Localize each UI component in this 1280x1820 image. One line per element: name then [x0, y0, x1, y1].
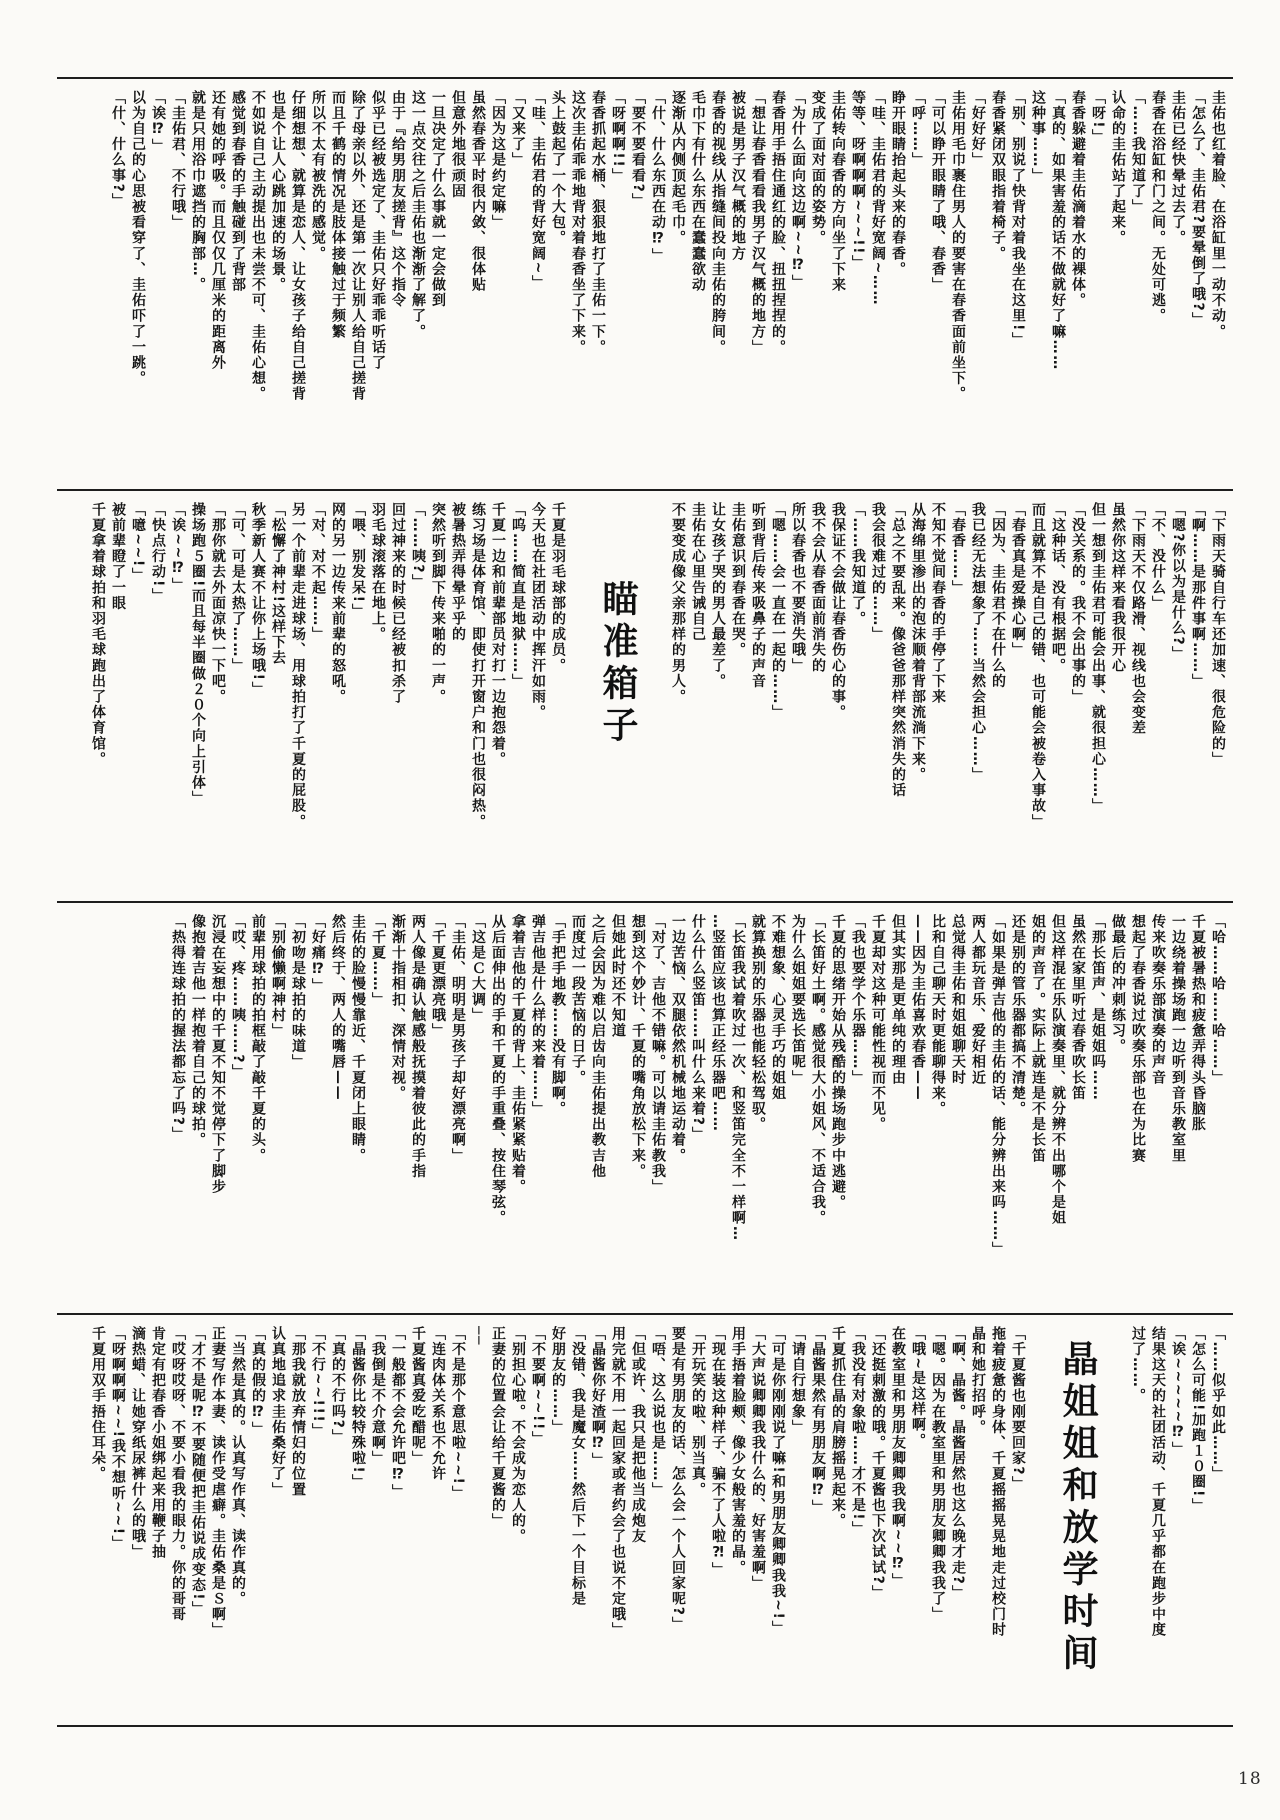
text-line: 除了母亲以外、还是第一次让别人给自己搓背 [350, 90, 366, 402]
text-line: 认真地追求圭佑桑好了」 [270, 1326, 286, 1498]
text-line: …竖笛应该也算正经乐器吧…… [710, 914, 726, 1133]
text-line: 千夏是羽毛球部的成员。 [550, 502, 566, 674]
text-line: 头上鼓起了一个大包。 [550, 90, 566, 246]
text-line: 像抱着吉他一样抱着自己的球拍。 [190, 914, 206, 1148]
text-line: 由于『给男朋友搓背』这个指令 [390, 90, 406, 309]
text-line: 「嗯?你以为是什么?」 [1170, 502, 1186, 662]
text-line: 所以春香也不要消失哦」 [790, 502, 806, 674]
text-line: 「不、没什么」 [1150, 502, 1166, 612]
text-line: 还是别的管乐器都搞不清楚。 [1010, 914, 1026, 1117]
text-line: 「喂、别发呆!」 [350, 502, 366, 620]
text-line: 被前辈瞪了一眼 [110, 502, 126, 612]
text-line: 「开玩笑的啦、别当真。 [690, 1326, 706, 1498]
text-line: 被暑热弄得晕乎乎的 [450, 502, 466, 643]
text-line: 一边绕着操场跑一边听到音乐教室里 [1170, 914, 1186, 1164]
text-line: 做最后的冲刺练习。 [1110, 914, 1126, 1055]
text-line: 这一点交往之后圭佑也渐渐了解了。 [410, 90, 426, 340]
text-line: 圭佑在心里告诫自己 [690, 502, 706, 643]
text-line: 「还挺刺激的哦。千夏酱也下次试试?」 [870, 1326, 886, 1601]
text-line: 「手把手地教……没有脚啊。 [550, 914, 566, 1117]
text-line: 「对、对不起……」 [310, 502, 326, 643]
text-line: 也是个让人心跳加速的场景。 [270, 90, 286, 293]
text-line: 「晶酱你比较特殊啦!」 [350, 1326, 366, 1490]
text-line: 「……我知道了」 [1130, 90, 1146, 215]
text-line: 「真的假的⁉」 [250, 1326, 266, 1438]
text-line: 「别偷懒啊神村」 [270, 914, 286, 1039]
text-line: 「现在装这种样子、骗不了人啦⁈」 [710, 1326, 726, 1578]
text-line: 一旦决定了什么事就一定会做到 [430, 90, 446, 309]
text-line: 「啊、晶酱。晶酱居然也这么晚才走?」 [950, 1326, 966, 1601]
text-line: 春香躲避着圭佑滴着水的裸体。 [1070, 90, 1086, 309]
text-line: 千夏用双手捂住耳朵。 [90, 1326, 106, 1482]
text-line: 「噫~~!」 [130, 502, 146, 584]
text-line: 「但或许、我只是把他当成炮友 [630, 1326, 646, 1545]
text-line: 什么什么竖笛……叫什么来着?」 [690, 914, 706, 1143]
text-line: 「圭佑君、不行哦」 [170, 90, 186, 231]
text-line: 「下雨天不仅路滑、视线也会变差 [1130, 502, 1146, 736]
text-line: 「呀啊啊啊~~!我不想听~~!」 [110, 1326, 126, 1552]
text-line: 正妻的位置会让给千夏酱的」 [490, 1326, 506, 1529]
text-line: 从后面伸出的手和千夏的手重叠、按住琴弦。 [490, 914, 506, 1226]
text-line: 「诶~~⁉」 [170, 502, 186, 594]
text-line: 而度过一段苦恼的日子。 [570, 914, 586, 1086]
text-line: 但意外地很顽固 [450, 90, 466, 200]
text-line: 一边苦恼、双腿依然机械地运动着。 [670, 914, 686, 1164]
text-line: 「千夏更漂亮哦」 [430, 914, 446, 1039]
text-line: 「当然是真的。认真写作真、读作真的。 [230, 1326, 246, 1607]
text-line: 圭佑意识到春香在哭。 [730, 502, 746, 658]
text-line: 「真的不行吗?」 [330, 1326, 346, 1445]
text-line: 「大声说卿卿我我什么的、好害羞啊」 [750, 1326, 766, 1592]
text-line: 不难想象、心灵手巧的姐姐 [770, 914, 786, 1102]
text-line: 今天也在社团活动中挥汗如雨。 [530, 502, 546, 721]
text-line: 我不会从春香面前消失的 [810, 502, 826, 674]
text-line: 听到背后传来吸鼻子的声音 [750, 502, 766, 690]
separator-rule-1 [57, 489, 1233, 491]
text-line: 「我倒是不介意啊」 [370, 1326, 386, 1467]
text-line: 「松懈了神村!这样下去 [270, 502, 286, 666]
text-line: 「诶~~~~~⁉」 [1170, 1326, 1186, 1458]
text-line: 渐渐十指相扣、深情对视。 [390, 914, 406, 1102]
text-line: 「别、别说了快背对着我坐在这里!」 [1010, 90, 1026, 348]
text-line: 「……咦?」 [410, 502, 426, 590]
text-line: 突然听到脚下传来啪的一声。 [430, 502, 446, 705]
text-line: 前辈用球拍的拍框敲了敲千夏的头。 [250, 914, 266, 1164]
text-line: 「晶酱果然有男朋友啊⁉」 [810, 1326, 826, 1516]
text-line: 「嗯。因为在教室里和男朋友卿卿我我了」 [930, 1326, 946, 1623]
text-line: 圭佑也红着脸、在浴缸里一动不动。 [1210, 90, 1226, 340]
text-line: 「可以睁开眼睛了哦、春香」 [930, 90, 946, 293]
text-line: 我会很难过的……」 [870, 502, 886, 643]
text-line: 结果这天的社团活动、千夏几乎都在跑步中度 [1150, 1326, 1166, 1638]
text-line: 「别担心啦。不会成为恋人的。 [510, 1326, 526, 1545]
text-line: 但她此时还不知道 [610, 914, 626, 1039]
text-line: 「呜……简直是地狱……」 [510, 502, 526, 690]
separator-rule-3 [57, 1313, 1233, 1315]
text-line: 「哇、圭佑君的背好宽阔~…… [870, 90, 886, 307]
text-line: 「热得连球拍的握法都忘了吗?」 [170, 914, 186, 1143]
text-line: 「呼……」 [910, 90, 926, 168]
text-line: 春香抓起水桶、狠狠地打了圭佑一下。 [590, 90, 606, 356]
text-line: 不知不觉间春香的手停了下来 [930, 502, 946, 705]
text-line: 然后终于、两人的嘴唇—— [330, 914, 346, 1102]
page-number: 18 [1238, 1769, 1262, 1789]
text-line: 「初吻是球拍的味道」 [290, 914, 306, 1070]
text-line: 还有她的呼吸。而且仅仅几厘米的距离外 [210, 90, 226, 371]
text-line: 「啊……是那件事啊……」 [1190, 502, 1206, 690]
text-line: 而且千鹤的情况是肢体接触过于频繁 [330, 90, 346, 340]
text-line: 「真的、如果害羞的话不做就好了嘛…… [1050, 90, 1066, 371]
text-line: 总觉得圭佑和姐姐聊天时 [950, 914, 966, 1086]
text-line: 仔细想想、就算是恋人、让女孩子给自己搓背 [290, 90, 306, 402]
text-line: 「怎么可能!加跑１０圈!」 [1190, 1326, 1206, 1514]
text-line: 从海绵里渗出的泡沫顺着背部流淌下来。 [910, 502, 926, 783]
text-line: 「长笛我试着吹过一次、和竖笛完全不一样啊… [730, 914, 746, 1242]
text-line: 在教室里和男朋友卿卿我我啊~~⁉」 [890, 1326, 906, 1589]
text-line: 传来吹奏乐部演奏的声音 [1150, 914, 1166, 1086]
text-line: 「因为、圭佑君不在什么的 [990, 502, 1006, 690]
text-line: 「才不是呢⁉不要随便把圭佑说成变态!」 [190, 1326, 206, 1617]
text-line: 变成了面对面的姿势。 [810, 90, 826, 246]
text-line: 千夏却对这种可能性视而不见。 [870, 914, 886, 1133]
text-line: 拖着疲惫的身体、千夏摇摇晃晃地走过校门时 [990, 1326, 1006, 1638]
text-line: 「我也要学个乐器……」 [850, 914, 866, 1086]
text-line: 不如说自己主动提出也未尝不可、圭佑心想。 [250, 90, 266, 402]
text-line: 圭佑的脸慢慢靠近、千夏闭上眼睛。 [350, 914, 366, 1164]
text-line: 「这种话、没有根据吧。 [1050, 502, 1066, 674]
text-line: 拿着吉他的千夏的背上、圭佑紧紧贴着。 [510, 914, 526, 1195]
text-line: 晶和她打招呼。 [970, 1326, 986, 1436]
text-line: 想到这个妙计、千夏的嘴角放松下来。 [630, 914, 646, 1180]
text-line: 「如果是弹吉他的圭佑的话、能分辨出来吗……」 [990, 914, 1006, 1258]
text-line: 「哇、圭佑君的背好宽阔~」 [530, 90, 546, 291]
script-section-akira-after-school [58, 1326, 1234, 1723]
text-line: 圭佑用毛巾裹住男人的要害在春香面前坐下。 [950, 90, 966, 402]
text-line: 「对了、吉他不错嘛。可以请圭佑教我」 [650, 914, 666, 1195]
text-line: 「下雨天骑自行车还加速、很危险的」 [1210, 502, 1226, 768]
text-line: 「千夏酱也刚要回家?」 [1010, 1326, 1026, 1492]
text-line: 「我没有对象啦……才不是!」 [850, 1326, 866, 1537]
text-line: 「圭佑、明明是男孩子却好漂亮啊」 [450, 914, 466, 1164]
text-line: 羽毛球滚落在地上。 [370, 502, 386, 643]
text-line: 「连肉体关系也不允许 [430, 1326, 446, 1482]
text-line: 但一想到圭佑君可能会出事、就很担心……」 [1090, 502, 1106, 814]
text-line: 所以不太有被洗的感觉。 [310, 90, 326, 262]
text-line: 「一般都不会允许吧⁉」 [390, 1326, 406, 1500]
text-line: 「好痛⁉」 [310, 914, 326, 994]
text-line: 春香用手捂住通红的脸、扭扭捏捏的。 [770, 90, 786, 356]
text-line: 「那我就放弃情妇的位置 [290, 1326, 306, 1498]
text-line: 「唔、这么说也是……」 [650, 1326, 666, 1498]
text-line: 肯定有把春香小姐绑起来用鞭子抽 [150, 1326, 166, 1560]
text-line: 以为自己的心思被看穿了、圭佑吓了一跳。 [130, 90, 146, 387]
text-line: 让女孩子哭的男人最差了。 [710, 502, 726, 690]
text-line: 就是只用浴巾遮挡的胸部…。 [190, 90, 206, 293]
text-line: 「总之不要乱来。像爸爸那样突然消失的话 [890, 502, 906, 799]
text-line: 「没关系的。我不会出事的」 [1070, 502, 1086, 705]
text-line: 「什、什么事?」 [110, 90, 126, 209]
script-section-music-daydream [58, 914, 1234, 1311]
section-title-aim-at-the-box: 瞄准箱子 [597, 580, 639, 748]
text-line: 「为什么面向这边啊~~⁉」 [790, 90, 806, 291]
text-line: 用手捂着脸颊、像少女般害羞的晶。 [730, 1326, 746, 1576]
text-line: 千夏拿着球拍和羽毛球跑出了体育馆。 [90, 502, 106, 768]
text-line: ── [470, 1326, 486, 1347]
text-line: 网的另一边传来前辈的怒吼。 [330, 502, 346, 705]
text-line: 等等、呀啊啊啊~~~!!」 [850, 90, 866, 271]
text-line: 这次圭佑乖乖地背对着春香坐了下来。 [570, 90, 586, 356]
text-line: 回过神来的时候已经被扣杀了 [390, 502, 406, 705]
text-line: 要是有男朋友的话、怎么会一个人回家呢?」 [670, 1326, 686, 1633]
text-line: 「呀!」 [1090, 90, 1106, 145]
text-line: 操场跑５圈!而且每半圈做２０个向上引体」 [190, 502, 206, 807]
text-line: 「哎、疼……咦……?」 [230, 914, 246, 1080]
text-line: 练习场是体育馆、即使打开窗户和门也很闷热。 [470, 502, 486, 830]
text-line: 而且就算不是自己的错、也可能会被卷入事故」 [1030, 502, 1046, 830]
text-line: 「不是那个意思啦~~!」 [450, 1326, 466, 1502]
text-line: 过了……。 [1130, 1326, 1146, 1404]
text-line: 「想让春香看看我男子汉气概的地方」 [750, 90, 766, 356]
script-section-bath-scene [58, 90, 1234, 487]
text-line: 睁开眼睛抬起头来的春香。 [890, 90, 906, 278]
text-line: 圭佑已经快晕过去了。 [1170, 90, 1186, 246]
text-line: 之后会因为难以启齿向圭佑提出教吉他 [590, 914, 606, 1180]
text-line: 但这样混在乐队演奏里、就分辨不出哪个是姐 [1050, 914, 1066, 1226]
separator-rule-2 [57, 901, 1233, 903]
text-line: 「春香真是爱操心啊」 [1010, 502, 1026, 658]
text-line: 我已经无法想象了……当然会担心……」 [970, 502, 986, 783]
text-line: 另一个前辈走进球场、用球拍打了千夏的屁股。 [290, 502, 306, 830]
text-line: 「不行~~!!!」 [310, 1326, 326, 1440]
text-line: 「呀啊啊!!」 [610, 90, 626, 184]
text-line: 用完就不用一起回家或者约会了也说不定哦」 [610, 1326, 626, 1638]
text-line: 为什么姐姐要选长笛呢」 [790, 914, 806, 1086]
text-line: 千夏的思绪开始从残酷的操场跑步中逃避。 [830, 914, 846, 1211]
text-line: ——因为圭佑喜欢春香—— [910, 914, 926, 1102]
text-line: 认命的圭佑站了起来。 [1110, 90, 1126, 246]
text-line: 「那你就去外面凉快一下吧。 [210, 502, 226, 705]
text-line: 「不要啊~~!!」 [530, 1326, 546, 1447]
text-line: 「没错、我是魔女……然后下一个目标是 [570, 1326, 586, 1607]
text-line: 千夏酱真爱吃醋呢」 [410, 1326, 426, 1467]
text-line: 「嗯……会一直在一起的……」 [770, 502, 786, 721]
text-line: 但其实那是更单纯的理由 [890, 914, 906, 1086]
text-line: 两人像是确认触感般抚摸着彼此的手指 [410, 914, 426, 1180]
text-line: 弹吉他是什么样的来着……」 [530, 914, 546, 1117]
text-line: 这种事……」 [1030, 90, 1046, 184]
text-line: 虽然你这样来看我很开心 [1110, 502, 1126, 674]
text-line: 姐的声音了。实际上就连是不是长笛 [1030, 914, 1046, 1164]
text-line: 「晶酱你好渣啊⁉」 [590, 1326, 606, 1469]
text-line: 春香在浴缸和门之间。无处可逃。 [1150, 90, 1166, 324]
text-line: 被说是男子汉气概的地方 [730, 90, 746, 262]
text-line: 圭佑转向春香的方向坐了下来 [830, 90, 846, 293]
text-line: 「这是Ｃ大调」 [470, 914, 486, 1024]
text-line: 「好好好」 [970, 90, 986, 168]
text-line: 「请自行想象」 [790, 1326, 806, 1436]
text-line: 就算换别的乐器也能轻松驾驭。 [750, 914, 766, 1133]
text-line: 「要不要看看?」 [630, 90, 646, 209]
text-line: 「长笛好土啊。感觉很大小姐风、不适合我。 [810, 914, 826, 1226]
text-line: 虽然在家里听过春香吹长笛 [1070, 914, 1086, 1102]
script-section-rain-and-badminton [58, 502, 1234, 899]
text-line: 秋季新人赛不让你上场哦!」 [250, 502, 266, 698]
text-line: 好朋友的……」 [550, 1326, 566, 1436]
text-line: 「哦~是这样啊。 [910, 1326, 926, 1449]
text-line: 两人都玩音乐、爱好相近 [970, 914, 986, 1086]
text-line: 滴热蜡、让她穿纸尿裤什么的哦」 [130, 1326, 146, 1560]
text-line: 毛巾下有什么东西在蠢蠢欲动 [690, 90, 706, 293]
separator-rule-top [57, 77, 1233, 79]
text-line: 春香的视线从指缝间投向圭佑的胯间。 [710, 90, 726, 356]
text-line: 「快点行动!」 [150, 502, 166, 604]
text-line: 虽然春香平时很内敛、很体贴 [470, 90, 486, 293]
section-title-akira-and-after-school: 晶姐姐和放学时间 [1057, 1340, 1099, 1676]
text-line: 似乎已经被选定了、圭佑只好乖乖听话了 [370, 90, 386, 371]
text-line: 想起了春香说过吹奏乐部也在为比赛 [1130, 914, 1146, 1164]
text-line: 春香紧闭双眼指着椅子。 [990, 90, 1006, 262]
text-line: 「怎么了、圭佑君?要晕倒了哦?」 [1190, 90, 1206, 328]
text-line: 不要变成像父亲那样的男人。 [670, 502, 686, 705]
text-line: 「那长笛声、是姐姐吗…… [1090, 914, 1106, 1102]
text-line: 「哈……哈……哈……」 [1210, 914, 1226, 1086]
text-line: 千夏抓住晶的肩膀摇晃起来。 [830, 1326, 846, 1529]
text-line: 我保证不会做让春香伤心的事。 [830, 502, 846, 721]
separator-rule-bottom [57, 1725, 1233, 1727]
text-line: 「哎呀哎呀、不要小看我的眼力。你的哥哥 [170, 1326, 186, 1623]
text-line: 逐渐从内侧顶起毛巾。 [670, 90, 686, 246]
text-line: 比和自己聊天时更能聊得来。 [930, 914, 946, 1117]
text-line: 「可、可是太热了……」 [230, 502, 246, 674]
text-line: 「……我知道了。 [850, 502, 866, 627]
text-line: 沉浸在妄想中的千夏不知不觉停下了脚步 [210, 914, 226, 1195]
text-line: 千夏一边和前辈部员对打一边抱怨着。 [490, 502, 506, 768]
text-line: 「又来了」 [510, 90, 526, 168]
text-line: 「……似乎如此……」 [1210, 1326, 1226, 1482]
text-line: 「什、什么东西在动⁉」 [650, 90, 666, 264]
text-line: 千夏被暑热和疲惫弄得头昏脑胀 [1190, 914, 1206, 1133]
text-line: 「可是你刚刚说了嘛!和男朋友卿卿我我~!」 [770, 1326, 786, 1637]
text-line: 感觉到春香的手触碰到了背部 [230, 90, 246, 293]
text-line: 「诶⁉」 [150, 90, 166, 155]
text-line: 正妻写作本妻、读作受虐癖。圭佑桑是Ｓ啊」 [210, 1326, 226, 1638]
text-line: 「因为这是约定嘛」 [490, 90, 506, 231]
text-line: 「千夏……」 [370, 914, 386, 1008]
text-line: 「春香……」 [950, 502, 966, 596]
